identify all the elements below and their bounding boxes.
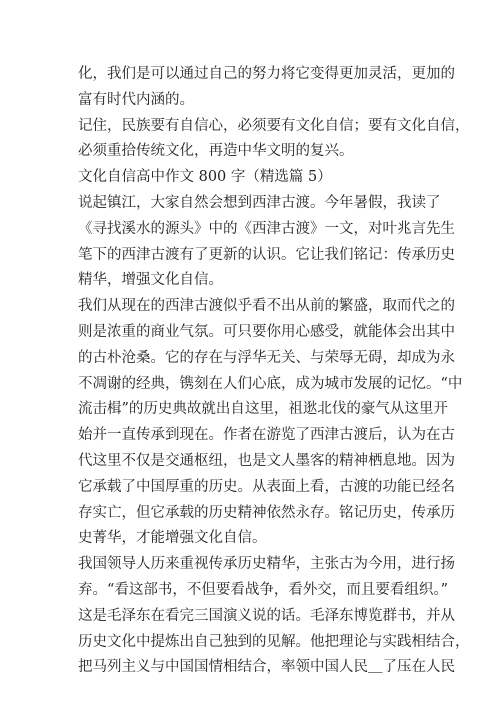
text-line: 《寻找溪水的源头》中的《西津古渡》一文，对叶兆言先生 [78, 220, 455, 237]
text-line: 不凋谢的经典，镌刻在人们心底，成为城市发展的记忆。“中 [78, 375, 463, 392]
paragraph [78, 62, 455, 114]
text-line: 它承载了中国厚重的历史。从表面上看，古渡的功能已经名 [78, 478, 455, 495]
paragraph [78, 191, 455, 294]
text-line: 化，我们是可以通过自己的努力将它变得更加灵活，更加的 [78, 66, 455, 82]
text-line: 代这里不仅是交通枢纽，也是文人墨客的精神栖息地。因为 [78, 452, 455, 469]
text-line: 始并一直传承到现在。作者在游览了西津古渡后，认为在古 [78, 427, 455, 444]
text-line: 说起镇江，大家自然会想到西津古渡。今年暑假，我读了 [78, 194, 441, 211]
paragraph [78, 294, 463, 552]
text-line: 历史文化中提炼出自己独到的见解。他把理论与实践相结合， [78, 633, 470, 650]
text-line: 史菁华，才能增强文化自信。 [78, 530, 267, 547]
text-line: 则是浓重的商业气氛。可只要你用心感受，就能体会出其中 [78, 323, 455, 340]
text-line: 这是毛泽东在看完三国演义说的话。毛泽东博览群书，并从 [78, 607, 455, 624]
text-line: 弃。“看这部书，不但要看战争，看外交，而且要看组织。” [78, 581, 449, 598]
text-line: 我们从现在的西津古渡似乎看不出从前的繁盛，取而代之的 [78, 298, 455, 315]
paragraph [78, 552, 470, 681]
text-line: 富有时代内涵的。 [78, 91, 194, 108]
text-line: 记住，民族要有自信心，必须要有文化自信；要有文化自信， [78, 117, 470, 134]
text-line: 笔下的西津古渡有了更新的认识。它让我们铭记：传承历史 [78, 246, 455, 263]
heading-line: 文化自信高中作文 800 字（精选篇 5） [78, 169, 332, 186]
text-line: 流击楫”的历史典故就出自这里，祖逖北伐的豪气从这里开 [78, 401, 448, 418]
text-line: 的古朴沧桑。它的存在与浮华无关、与荣辱无碍，却成为永 [78, 349, 455, 366]
text-line: 我国领导人历来重视传承历史精华，主张古为今用，进行扬 [78, 556, 455, 573]
paragraph [78, 114, 470, 166]
text-line: 存实亡，但它承载的历史精神依然永存。铭记历史，传承历 [78, 504, 455, 521]
document-body [78, 62, 470, 681]
text-line: 精华，增强文化自信。 [78, 272, 223, 289]
text-line: 必须重拾传统文化，再造中华文明的复兴。 [78, 143, 354, 160]
text-line: 把马列主义与中国国情相结合，率领中国人民＿了压在人民 [78, 659, 455, 676]
section-heading [78, 165, 430, 191]
